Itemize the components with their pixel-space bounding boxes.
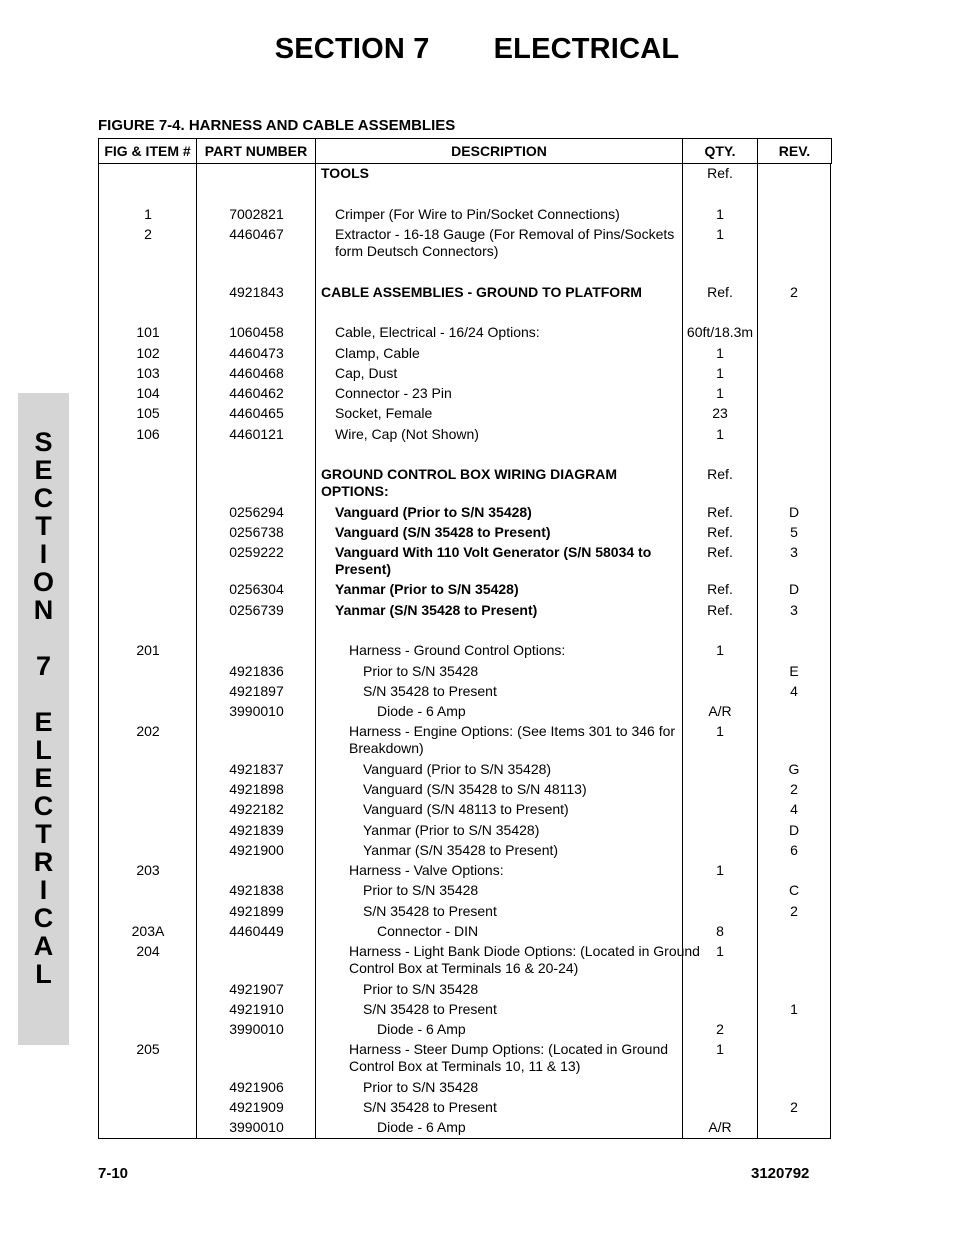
description-cell: Yanmar (S/N 35428 to Present) — [335, 602, 538, 618]
side-tab-letter: E — [34, 763, 53, 793]
qty-cell: 1 — [716, 642, 724, 658]
description-cell: Connector - 23 Pin — [335, 385, 452, 401]
description-cell: Cable, Electrical - 16/24 Options: — [335, 324, 540, 340]
part-number-cell: 7002821 — [229, 206, 284, 222]
description-cell: Extractor - 16-18 Gauge (For Removal of Pins/Sockets form Deutsch Connectors) — [335, 226, 675, 259]
part-number-cell: 3990010 — [229, 1021, 284, 1037]
part-number-cell: 3990010 — [229, 1119, 284, 1135]
rev-cell: 2 — [790, 781, 798, 797]
fig-item-cell: 105 — [136, 405, 160, 421]
qty-cell: 1 — [716, 385, 724, 401]
side-tab-letter: S — [34, 427, 53, 457]
description-cell: Harness - Valve Options: — [349, 862, 504, 878]
description-cell: Vanguard (S/N 48113 to Present) — [363, 801, 569, 817]
rev-cell: 3 — [790, 544, 798, 560]
header-fig-item: FIG & ITEM # — [99, 139, 197, 164]
part-number-cell: 4921838 — [229, 882, 284, 898]
side-tab-letter: C — [33, 903, 54, 933]
part-number-cell: 4460449 — [229, 923, 284, 939]
description-cell: TOOLS — [321, 165, 369, 181]
description-cell: Prior to S/N 35428 — [363, 1079, 479, 1095]
part-number-cell: 4460465 — [229, 405, 284, 421]
description-cell: Crimper (For Wire to Pin/Socket Connections) — [335, 206, 620, 222]
part-number-cell: 4460473 — [229, 345, 284, 361]
fig-item-cell: 1 — [144, 206, 152, 222]
description-cell: Vanguard (S/N 35428 to S/N 48113) — [363, 781, 587, 797]
side-tab-letter: C — [33, 483, 54, 513]
qty-cell: 23 — [712, 405, 728, 421]
description-cell: Diode - 6 Amp — [377, 1021, 466, 1037]
qty-cell: Ref. — [707, 165, 733, 181]
part-number-cell: 0256304 — [229, 581, 284, 597]
fig-item-cell: 203 — [136, 862, 160, 878]
qty-cell: 8 — [716, 923, 724, 939]
header-qty: QTY. — [683, 139, 758, 164]
rev-cell: D — [788, 822, 800, 838]
qty-cell: Ref. — [707, 602, 733, 618]
rev-cell: 2 — [790, 284, 798, 300]
part-number-cell: 4921836 — [229, 663, 284, 679]
description-cell: Harness - Ground Control Options: — [349, 642, 566, 658]
document-number: 3120792 — [751, 1165, 810, 1182]
qty-cell: 1 — [716, 1041, 724, 1057]
part-number-cell: 4921898 — [229, 781, 284, 797]
part-number-cell: 4921906 — [229, 1079, 284, 1095]
fig-item-cell: 104 — [136, 385, 160, 401]
qty-cell: Ref. — [707, 284, 733, 300]
part-number-cell: 4921843 — [229, 284, 284, 300]
column-divider — [757, 164, 758, 1138]
fig-item-cell: 106 — [136, 426, 160, 442]
description-cell: Yanmar (Prior to S/N 35428) — [363, 822, 540, 838]
description-cell: Vanguard (Prior to S/N 35428) — [335, 504, 532, 520]
header-description: DESCRIPTION — [316, 139, 683, 164]
side-tab-letter: I — [39, 875, 48, 905]
part-number-cell: 0256294 — [229, 504, 284, 520]
rev-cell: 3 — [790, 602, 798, 618]
rev-cell: 4 — [790, 683, 798, 699]
fig-item-cell: 102 — [136, 345, 160, 361]
side-tab-letter: C — [33, 791, 54, 821]
rev-cell: G — [788, 761, 800, 777]
fig-item-cell: 205 — [136, 1041, 160, 1057]
fig-item-cell: 201 — [136, 642, 160, 658]
header-rev: REV. — [758, 139, 832, 164]
rev-cell: 2 — [790, 1099, 798, 1115]
side-tab-letter: O — [32, 567, 54, 597]
qty-cell: 1 — [716, 345, 724, 361]
qty-cell: 1 — [716, 426, 724, 442]
rev-cell: E — [789, 663, 799, 679]
qty-cell: 2 — [716, 1021, 724, 1037]
side-tab-letter: L — [35, 959, 52, 989]
part-number-cell: 4921909 — [229, 1099, 284, 1115]
parts-table-body — [98, 164, 831, 1139]
description-cell: Prior to S/N 35428 — [363, 882, 479, 898]
qty-cell: Ref. — [707, 524, 733, 540]
part-number-cell: 0256738 — [229, 524, 284, 540]
page-number: 7-10 — [98, 1165, 129, 1182]
part-number-cell: 4922182 — [229, 801, 284, 817]
fig-item-cell: 2 — [144, 226, 152, 242]
qty-cell: 1 — [716, 206, 724, 222]
description-cell: Socket, Female — [335, 405, 433, 421]
rev-cell: D — [788, 581, 800, 597]
description-cell: S/N 35428 to Present — [363, 683, 497, 699]
part-number-cell: 4460467 — [229, 226, 284, 242]
side-tab-letter: N — [33, 595, 54, 625]
qty-cell: A/R — [708, 703, 732, 719]
fig-item-cell: 202 — [136, 723, 160, 739]
side-tab-letter: R — [33, 847, 54, 877]
part-number-cell: 4921837 — [229, 761, 284, 777]
description-cell: Harness - Steer Dump Options: (Located in Ground Control Box at Terminals 10, 11 & 13) — [349, 1041, 669, 1074]
fig-item-cell: 101 — [136, 324, 160, 340]
fig-item-cell: 103 — [136, 365, 160, 381]
side-tab-letter: E — [34, 707, 53, 737]
description-cell: Diode - 6 Amp — [377, 703, 466, 719]
qty-cell: Ref. — [707, 544, 733, 560]
description-cell: Harness - Engine Options: (See Items 301 to 346 for Breakdown) — [349, 723, 676, 756]
qty-cell: 1 — [716, 365, 724, 381]
qty-cell: Ref. — [707, 504, 733, 520]
part-number-cell: 4460462 — [229, 385, 284, 401]
description-cell: Yanmar (S/N 35428 to Present) — [363, 842, 559, 858]
description-cell: Prior to S/N 35428 — [363, 981, 479, 997]
qty-cell: A/R — [708, 1119, 732, 1135]
qty-cell: 1 — [716, 943, 724, 959]
part-number-cell: 0256739 — [229, 602, 284, 618]
qty-cell: 1 — [716, 862, 724, 878]
side-tab-letter: L — [35, 735, 52, 765]
description-cell: Connector - DIN — [377, 923, 479, 939]
part-number-cell: 4921899 — [229, 903, 284, 919]
qty-cell: Ref. — [707, 466, 733, 482]
rev-cell: C — [788, 882, 800, 898]
qty-cell: 1 — [716, 723, 724, 739]
part-number-cell: 4921900 — [229, 842, 284, 858]
side-tab-letter: I — [39, 539, 48, 569]
page-title — [0, 33, 954, 66]
part-number-cell: 3990010 — [229, 703, 284, 719]
rev-cell: 6 — [790, 842, 798, 858]
rev-cell: 1 — [790, 1001, 798, 1017]
rev-cell: 4 — [790, 801, 798, 817]
rev-cell: 5 — [790, 524, 798, 540]
rev-cell: D — [788, 504, 800, 520]
description-cell: Diode - 6 Amp — [377, 1119, 466, 1135]
part-number-cell: 4921897 — [229, 683, 284, 699]
side-tab-letter: T — [35, 819, 52, 849]
description-cell: Prior to S/N 35428 — [363, 663, 479, 679]
part-number-cell: 4921910 — [229, 1001, 284, 1017]
side-tab-letter: A — [33, 931, 54, 961]
description-cell: Wire, Cap (Not Shown) — [335, 426, 479, 442]
part-number-cell: 1060458 — [229, 324, 284, 340]
description-cell: S/N 35428 to Present — [363, 903, 497, 919]
description-cell: Yanmar (Prior to S/N 35428) — [335, 581, 519, 597]
description-cell: Vanguard (Prior to S/N 35428) — [363, 761, 552, 777]
side-tab-letter: E — [34, 455, 53, 485]
fig-item-cell: 203A — [131, 923, 165, 939]
description-cell: S/N 35428 to Present — [363, 1099, 497, 1115]
qty-cell: 60ft/18.3m — [686, 324, 754, 340]
description-cell: S/N 35428 to Present — [363, 1001, 497, 1017]
description-cell: Vanguard (S/N 35428 to Present) — [335, 524, 551, 540]
description-cell: CABLE ASSEMBLIES - GROUND TO PLATFORM — [321, 284, 642, 300]
part-number-cell: 4460121 — [229, 426, 284, 442]
description-cell: Cap, Dust — [335, 365, 398, 381]
parts-table-header — [98, 138, 832, 164]
fig-item-cell: 204 — [136, 943, 160, 959]
qty-cell: Ref. — [707, 581, 733, 597]
qty-cell: 1 — [716, 226, 724, 242]
description-cell: Harness - Light Bank Diode Options: (Located in Ground Control Box at Terminals 16 & 20-24) — [349, 943, 700, 976]
description-cell: Clamp, Cable — [335, 345, 420, 361]
section-side-tab — [18, 393, 69, 1045]
part-number-cell: 4921907 — [229, 981, 284, 997]
figure-title: FIGURE 7-4. HARNESS AND CABLE ASSEMBLIES — [98, 117, 456, 134]
section-name: ELECTRICAL — [493, 33, 680, 65]
part-number-cell: 4921839 — [229, 822, 284, 838]
section-label: SECTION 7 — [274, 33, 430, 65]
description-cell: GROUND CONTROL BOX WIRING DIAGRAM OPTIONS: — [321, 466, 618, 499]
side-tab-letter: T — [35, 511, 52, 541]
part-number-cell: 4460468 — [229, 365, 284, 381]
part-number-cell: 0259222 — [229, 544, 284, 560]
description-cell: Vanguard With 110 Volt Generator (S/N 58034 to Present) — [335, 544, 652, 577]
side-tab-letter: 7 — [35, 651, 52, 681]
header-part-number: PART NUMBER — [197, 139, 316, 164]
rev-cell: 2 — [790, 903, 798, 919]
